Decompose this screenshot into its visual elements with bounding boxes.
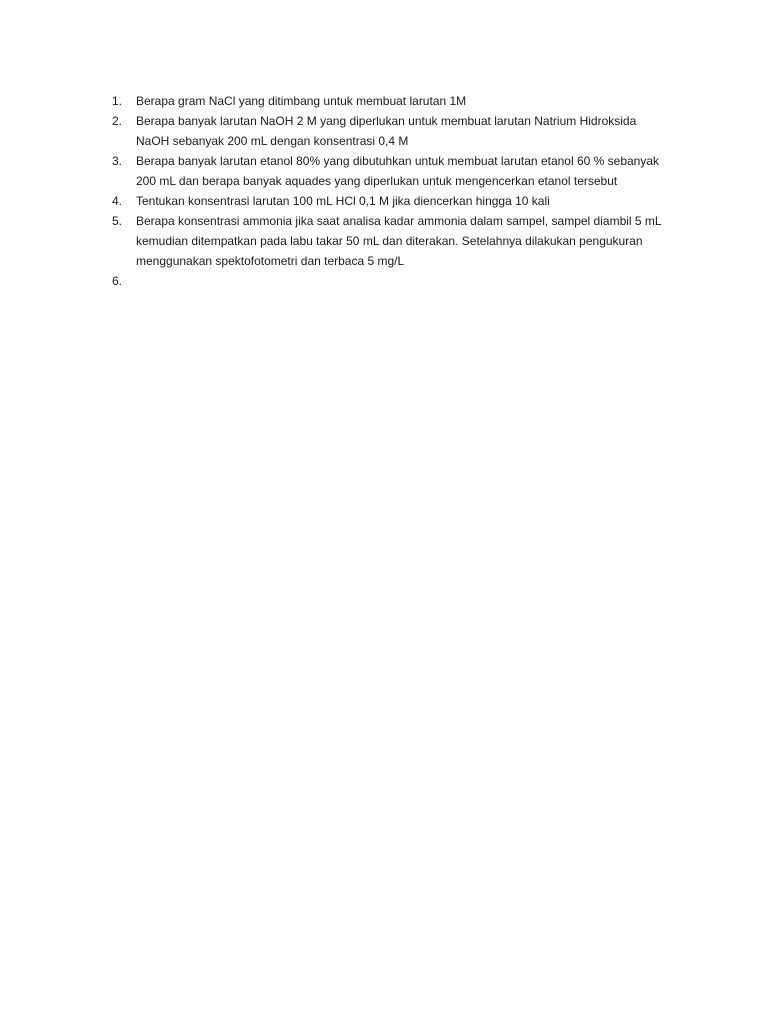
- question-number: 3.: [112, 154, 123, 168]
- question-item-2: [0, 111, 768, 151]
- question-item-3: [0, 151, 768, 191]
- question-list: [0, 91, 768, 291]
- question-text: Berapa banyak larutan NaOH 2 M yang diperlukan untuk membuat larutan Natrium Hidroksida NaOH sebanyak 200 mL dengan konsentrasi 0,4 M: [136, 114, 637, 148]
- question-item-1: [0, 91, 768, 111]
- question-number: 2.: [112, 114, 123, 128]
- question-number: 6.: [112, 274, 123, 288]
- question-number: 1.: [112, 94, 123, 108]
- question-text: Berapa gram NaCl yang ditimbang untuk membuat larutan 1M: [136, 94, 467, 108]
- question-number: 4.: [112, 194, 123, 208]
- question-text: [136, 271, 668, 291]
- question-item-6: [0, 271, 768, 291]
- question-number: 5.: [112, 214, 123, 228]
- question-text: Berapa konsentrasi ammonia jika saat analisa kadar ammonia dalam sampel, sampel diambil 5 mL kemudian ditempatkan pada labu takar 50 mL dan diterakan. Setelahnya dilakukan pengukuran menggunakan spektofotometri dan terbaca 5 mg/L: [136, 214, 662, 268]
- question-text: Tentukan konsentrasi larutan 100 mL HCl 0,1 M jika diencerkan hingga 10 kali: [136, 194, 550, 208]
- question-item-4: [0, 191, 768, 211]
- question-item-5: [0, 211, 768, 271]
- question-text: Berapa banyak larutan etanol 80% yang dibutuhkan untuk membuat larutan etanol 60 % sebanyak 200 mL dan berapa banyak aquades yang diperlukan untuk mengencerkan etanol tersebut: [136, 154, 660, 188]
